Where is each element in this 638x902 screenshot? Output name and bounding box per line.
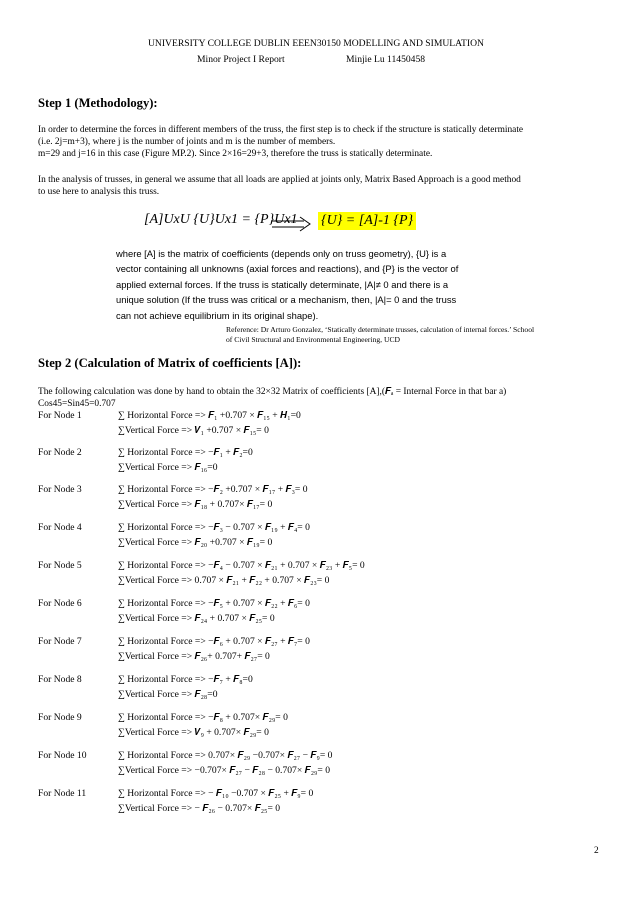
vertical-force-equation: ∑Vertical Force => 𝑽₁ +0.707 × 𝑭₁₅= 0 bbox=[118, 425, 269, 436]
formula-explanation bbox=[116, 246, 458, 323]
step2-intro bbox=[38, 386, 506, 410]
step2-heading: Step 2 (Calculation of Matrix of coefficients [A]): bbox=[38, 356, 302, 370]
text-line: m=29 and j=16 in this case (Figure MP.2). Since 2×16=29+3, therefore the truss is statically determinate. bbox=[38, 149, 433, 160]
text-line: In the analysis of trusses, in general we assume that all loads are applied at joints only, Matrix Based Approach is a good method bbox=[38, 175, 521, 185]
node-label: For Node 3 bbox=[38, 484, 82, 495]
step1-paragraph-1 bbox=[38, 124, 523, 161]
vertical-force-equation: ∑Vertical Force => − 𝑭₂₆ − 0.707× 𝑭₂₅= 0 bbox=[118, 803, 281, 814]
text-line: vector containing all unknowns (axial forces and reactions), and {P} is the vector of bbox=[116, 263, 459, 275]
text-line: The following calculation was done by hand to obtain the 32×32 Matrix of coefficients [A],(𝑭ₐ = Internal Force in that bar a) bbox=[38, 387, 507, 397]
node-label: For Node 4 bbox=[38, 522, 82, 533]
text-line: to use here to analysis this truss. bbox=[38, 187, 160, 198]
horizontal-force-equation: ∑ Horizontal Force => −𝑭₄ − 0.707 × 𝑭₂₁ + 0.707 × 𝑭₂₃ + 𝑭₅= 0 bbox=[118, 560, 365, 571]
vertical-force-equation: ∑Vertical Force => 𝑭₁₈ + 0.707× 𝑭₁₇= 0 bbox=[118, 499, 273, 510]
step1-heading: Step 1 (Methodology): bbox=[38, 96, 158, 110]
node-label: For Node 5 bbox=[38, 560, 82, 571]
node-label: For Node 2 bbox=[38, 447, 82, 458]
vertical-force-equation: ∑Vertical Force => 𝑭₂₆+ 0.707+ 𝑭₂₇= 0 bbox=[118, 651, 270, 662]
horizontal-force-equation: ∑ Horizontal Force => −𝑭₆ + 0.707 × 𝑭₂₇ + 𝑭₇= 0 bbox=[118, 636, 310, 647]
reference-note bbox=[226, 325, 534, 345]
node-label: For Node 6 bbox=[38, 598, 82, 609]
horizontal-force-equation: ∑ Horizontal Force => − 𝑭₁₀ −0.707 × 𝑭₂₅ + 𝑭₉= 0 bbox=[118, 788, 314, 799]
formula-solution bbox=[318, 212, 416, 230]
vertical-force-equation: ∑Vertical Force => 𝑭₁₆=0 bbox=[118, 462, 218, 473]
text-line: In order to determine the forces in different members of the truss, the first step is to check if the structure is statically determinate bbox=[38, 125, 524, 135]
text-line: of Civil Structural and Environmental Engineering, UCD bbox=[226, 335, 400, 344]
text-line: unique solution (If the truss was critical or a mechanism, then, |A|= 0 and the truss bbox=[116, 294, 457, 306]
node-label: For Node 11 bbox=[38, 788, 87, 799]
vertical-force-equation: ∑Vertical Force => −0.707× 𝑭₂₇ − 𝑭₂₈ − 0.707× 𝑭₂₉= 0 bbox=[118, 765, 331, 776]
text-line: (i.e. 2j=m+3), where j is the number of joints and m is the number of members. bbox=[38, 137, 336, 148]
formula-right: {U} = [A]-1 {P} bbox=[321, 213, 414, 228]
horizontal-force-equation: ∑ Horizontal Force => −𝑭₇ + 𝑭₈=0 bbox=[118, 674, 253, 685]
vertical-force-equation: ∑Vertical Force => 𝑭₂₀ +0.707 × 𝑭₁₉= 0 bbox=[118, 537, 273, 548]
formula-left: [A]UxU {U}Ux1 = {P}Ux1 bbox=[144, 212, 298, 227]
horizontal-force-equation: ∑ Horizontal Force => 𝑭₁ +0.707 × 𝑭₁₅ + 𝑯₁=0 bbox=[118, 410, 301, 421]
header-report-title: Minor Project I Report bbox=[197, 54, 285, 65]
text-line: Cos45=Sin45=0.707 bbox=[38, 399, 116, 410]
horizontal-force-equation: ∑ Horizontal Force => 0.707× 𝑭₂₉ −0.707× 𝑭₂₇ − 𝑭₉= 0 bbox=[118, 750, 333, 761]
implies-arrow-icon bbox=[272, 216, 312, 237]
node-label: For Node 8 bbox=[38, 674, 82, 685]
horizontal-force-equation: ∑ Horizontal Force => −𝑭₁ + 𝑭₂=0 bbox=[118, 447, 253, 458]
vertical-force-equation: ∑Vertical Force => 𝑭₂₄ + 0.707 × 𝑭₂₅= 0 bbox=[118, 613, 275, 624]
vertical-force-equation: ∑Vertical Force => 0.707 × 𝑭₂₁ + 𝑭₂₂ + 0.707 × 𝑭₂₃= 0 bbox=[118, 575, 330, 586]
text-line: Reference: Dr Arturo Gonzalez, ‘Statically determinate trusses, calculation of internal forces.’ School bbox=[226, 325, 535, 334]
node-label: For Node 1 bbox=[38, 410, 82, 421]
header-institution: UNIVERSITY COLLEGE DUBLIN EEEN30150 MODELLING AND SIMULATION bbox=[148, 38, 484, 49]
text-line: applied external forces. If the truss is statically determinate, |A|≠ 0 and there is a bbox=[116, 278, 449, 290]
node-label: For Node 9 bbox=[38, 712, 82, 723]
horizontal-force-equation: ∑ Horizontal Force => −𝑭₈ + 0.707× 𝑭₂₉= 0 bbox=[118, 712, 288, 723]
text-line: can not achieve equilibrium in its original shape). bbox=[116, 309, 319, 321]
horizontal-force-equation: ∑ Horizontal Force => −𝑭₂ +0.707 × 𝑭₁₇ + 𝑭₃= 0 bbox=[118, 484, 308, 495]
vertical-force-equation: ∑Vertical Force => 𝑭₂₈=0 bbox=[118, 689, 218, 700]
horizontal-force-equation: ∑ Horizontal Force => −𝑭₃ − 0.707 × 𝑭₁₉ + 𝑭₄= 0 bbox=[118, 522, 310, 533]
node-label: For Node 7 bbox=[38, 636, 82, 647]
vertical-force-equation: ∑Vertical Force => 𝑽₉ + 0.707× 𝑭₂₉= 0 bbox=[118, 727, 269, 738]
text-line: where [A] is the matrix of coefficients (depends only on truss geometry), {U} is a bbox=[116, 248, 447, 259]
step1-paragraph-2 bbox=[38, 174, 521, 198]
node-label: For Node 10 bbox=[38, 750, 87, 761]
horizontal-force-equation: ∑ Horizontal Force => −𝑭₅ + 0.707 × 𝑭₂₂ + 𝑭₆= 0 bbox=[118, 598, 310, 609]
header-author: Minjie Lu 11450458 bbox=[346, 54, 426, 65]
page-number: 2 bbox=[594, 846, 599, 856]
